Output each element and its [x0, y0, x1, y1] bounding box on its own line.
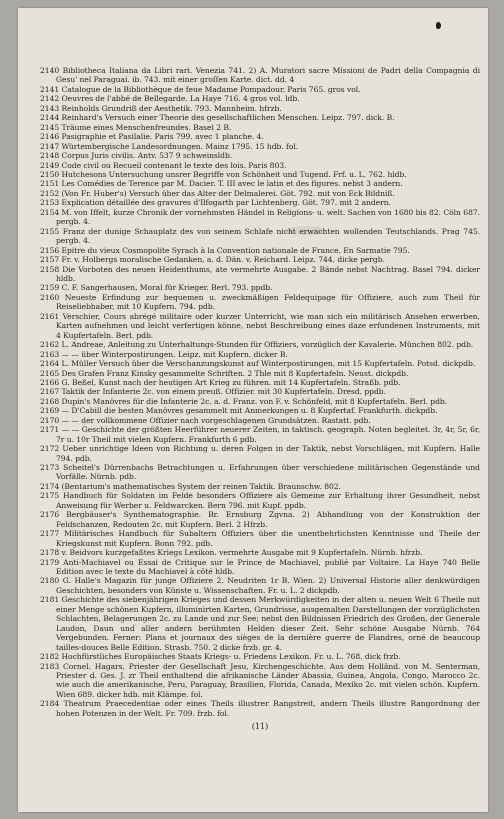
catalogue-entry: 2160 Neueste Erfindung zur bequemen u. zweckmäßigen Feldequipage für Offiziere, auch zum Theil für Reiseliebhaber, mit 10 Kupfern. 794. pdb.: [40, 292, 480, 312]
catalogue-entry: 2143 Reinholds Grundriß der Aesthetik. 793. Mannheim. hfrzb.: [40, 103, 282, 113]
ink-blot: [436, 22, 441, 29]
catalogue-entry: 2157 Fr. v. Holbergs moralische Gedanken, a. d. Dän. v. Reichard. Leipz. 744. dicke pergb.: [40, 255, 385, 265]
catalogue-entry: 2172 Ueber unrichtige Ideen von Richtung u. deren Folgen in der Taktik, nebst Vorschlägen, mit Kupfern. Halle 794. pdb.: [40, 444, 480, 463]
catalogue-entry: 2174 (Bentarium's mathematisches System der reinen Taktik. Braunschw. 802.: [40, 481, 341, 491]
catalogue-entry: 2144 Reinhard's Versuch einer Theorie des gesellschaftlichen Menschen. Leipz. 797. dick. B.: [40, 113, 395, 123]
document-page: [18, 8, 488, 812]
page-number: (11): [251, 722, 269, 732]
catalogue-entry: 2161 Verschier, Cours abrégé militaire oder kurzer Unterricht, wie man sich ein militärisch Ansehen erwerben, Karten aufnehmen und leicht verfertigen könne, nebst Beschreibung eines daze erfundenen Instruments, mit 4 Kupfertafeln. Berl. pdb.: [40, 311, 480, 340]
catalogue-entry: 2145 Träume eines Menschenfreundes. Basel 2 B.: [40, 122, 232, 132]
catalogue-entry: 2168 Dupin's Manövres für die Infanterie 2c. a. d. Franz. von F. v. Schönfeld, mit 8 Kupfertafeln. Berl. pdb.: [40, 396, 448, 406]
catalogue-entry: 2154 M. von Iffelt, kurze Chronik der vornehmsten Händel in Religions- u. welt. Sachen von 1680 bis 82. Cöln 687. pergb. 4.: [40, 207, 480, 227]
catalogue-entry: 2178 v. Beidvors kurzgefaßtes Kriegs Lexikon. vermehrte Ausgabe mit 9 Kupfertafeln. Nürnb. hfrzb.: [40, 548, 423, 558]
catalogue-entry: 2169 — D'Cabill die besten Manövres gesammelt mit Anmerkungen u. 8 Kupfertaf. Frankfurth. dickpdb.: [40, 406, 438, 416]
catalogue-entry: 2147 Würtembergische Landesordnungen. Mainz 1795. 15 hdb. fol.: [40, 141, 299, 151]
catalogue-entry: 2163 — — über Winterpostirungen. Leipz. mit Kupfern. dicker B.: [40, 349, 288, 359]
catalogue-entry: 2141 Catalogue de la Bibliothèque de feue Madame Pompadour. Paris 765. gros vol.: [40, 84, 361, 94]
catalogue-entry: 2156 Epitre du vieux Cosmopolite Syrach à la Convention nationale de France. En Sarmatie 795.: [40, 245, 410, 255]
catalogue-entry: 2162 L. Andreae, Anleitung zu Unterhaltungs-Stunden für Offiziers, vorzüglich der Kavalerie. München 802. pdb.: [40, 340, 474, 350]
catalogue-entry: 2180 G. Halle's Magazin für junge Offiziere 2. Neudriten 1r B. Wien. 2) Universal Historie aller denkwürdigen Geschichten, besonders von Künste u. Wissenschaften. Fr. u. L. 2 dickpdb.: [40, 576, 480, 595]
catalogue-entry: 2152 (Von Fr. Huber's) Versuch über das Alter der Delmalerei. Göt. 792. mit von Eck Bildniß.: [40, 188, 395, 198]
catalogue-entry: 2183 Cornel. Hagars, Priester der Gesellschaft Jesu, Kirchengeschichte. Aus dem Holländ. von M. Senterman, Priester d. Ges. J. zr Theil enthaltend die afrikanische Länder Abassia, Guinea, Angola, Congo, Marocco 2c. wie auch die amerikanische, Peru, Paraguay, Brasilien, Florida, Canada, Mexiko 2c. mit vielen schön. Kupfern. Wien 689. dicker hdb. mit Klämpe. fol.: [40, 661, 480, 699]
catalogue-entry: 2170 — — der vollkommene Offizier nach vorgeschlagenen Grundsätzen. Rastatt. pdb.: [40, 415, 371, 425]
catalogue-entry: 2181 Geschichte des siebenjährigen Krieges und dessen Merkwürdigkeiten in der alten u. neuen Welt 6 Theile mit einer Menge schönen Kupfern, illuminirten Karten, Grundrisse, ausgemalten Darstellungen der vorzüglichsten Schlachten, Belagerungen 2c. zu Lande und zur See; nebst den Bildnissen Friedrich des Großen, der Generale Laudon, Daun und aller andern berühmten Helden dieser Zeit. Sehr schöne Ausgabe Nürnb. 764 Vergebunden. Ferner: Plans et journaux des sièges de la dernière guerre de Flandres, orné de beaucoup tailles-douces Belle Edition. Strasb. 750. 2 dicke frzb. gr. 4.: [40, 595, 480, 652]
catalogue-entry: 2176 Bergbäuser's Synthematographie. Br. Ernsburg Zgvna. 2) Abhandlung von der Konstruktion der Feldschanzen, Redouten 2c. mit Kupfern. Berl. 2 Hfrzb.: [40, 510, 480, 529]
catalogue-entry: 2146 Pasigraphie et Pasilalie. Paris 799. avec 1 planche. 4.: [40, 132, 264, 142]
catalogue-entry: 2184 Theatrum Praecedentiae oder eines Theils illustrer Rangstreit, andern Theils illustre Rangordnung der hohen Potenzen in der Welt. Fr. 709. frzb. fol.: [40, 699, 480, 718]
catalogue-entry: 2164 L. Müller Versuch über die Verschanzungskunst auf Winterpostirungen, mit 15 Kupfertafeln. Potsd. dickpdb.: [40, 359, 476, 369]
catalogue-entry: 2179 Anti-Machiavel ou Essai de Critique sur le Prince de Machiavel, publié par Voltaire. La Haye 740 Belle Edition avec le texte du Machiavel à côté hldb.: [40, 557, 480, 577]
catalogue-entry: 2175 Handbuch für Soldaten im Felde besonders Offiziere als Gemeine zur Erhaltung ihrer Gesundheit, nebst Anweisung für Werber u. Feldwarcken. Bern 796. mit Kupf. ppdb.: [40, 491, 480, 510]
catalogue-entry: 2165 Des Grafen Franz Kinsky gesammelte Schriften. 2 Thle mit 8 Kupfertafeln. Neust. dickpdb.: [40, 368, 409, 378]
catalogue-entry: 2159 C. F. Sangerhausen, Moral für Krieger. Berl. 793. ppdb.: [40, 283, 273, 293]
catalogue-entry: 2150 Hutchesons Untersuchung unsrer Begriffe von Schönheit und Tugend. Frf. u. L. 762. hldb.: [40, 169, 407, 179]
catalogue-entry: 2158 Die Vorboten des neuen Heidenthums, ate vermehrte Ausgabe. 2 Bände nebst Nachtrag. Basel 794. dicker hldb.: [40, 264, 480, 283]
catalogue-entry: 2149 Code civil ou Recueil contenant le texte des lois. Paris 803.: [40, 160, 287, 170]
catalogue-entry: 2173 Scheitel's Dürrenbachs Betrachtungen u. Erfahrungen über verschiedene militärischen Gegenstände und Vorfälle. Nürnb. pdb.: [40, 463, 480, 482]
catalogue-listing: [40, 66, 480, 733]
catalogue-entry: 2167 Taktik der Infanterie 2c. von einem preuß. Offizier. mit 30 Kupfertafeln. Dresd. ppdb.: [40, 387, 386, 397]
catalogue-entry: 2153 Explication détaillée des gravures d'Ilfogarth par Lichtenberg. Göt. 797. mit 2 andern.: [40, 198, 391, 208]
catalogue-entry: 2155 Franz der dunige Schauplatz des von seinem Schlafe nicht erwachten wollenden Teutschlands. Prag 745. pergb. 4.: [40, 226, 480, 246]
catalogue-entry: 2140 Bibliotheca Italiana da Libri rari. Venezia 741. 2) A. Muratori sacre Missioni de Padri della Compagnia di Gesu' nel Paraguai. ib. 743. mit einer groſſen Karte. dict. dd. 4: [40, 66, 480, 85]
catalogue-entry: 2177 Militärisches Handbuch für Subaltern Offiziers über die unentbehrlichsten Kenntnisse und Theile der Kriegskunst mit Kupfern. Bonn 792. pdb.: [40, 529, 480, 548]
catalogue-entry: 2171 — — Geschichte der größten Heerführer neuerer Zeiten, in taktisch. geograph. Noten begleitet. 3r, 4r, 5r, 6r, 7r u. 10r Theil mit vielen Kupfern. Frankfurth 6 pdb.: [40, 425, 480, 444]
catalogue-entry: 2142 Oeuvres de l'abbé de Bellegarde. La Haye 716. 4 gros vol. ldb.: [40, 94, 300, 104]
catalogue-entry: 2151 Les Comédies de Terence par M. Dacier. T. III avec le latin et des figures. nebst 3 andern.: [40, 179, 403, 189]
catalogue-entry: 2166 G. Beßel, Kunst nach der heutigen Art Krieg zu führen. mit 14 Kupfertafeln. Straßb. pdb.: [40, 377, 401, 387]
catalogue-entry: 2148 Corpus Juris civilis. Antv. 537 9 schweinsldb.: [40, 151, 233, 161]
catalogue-entry: 2182 Hochfürstliches Europäisches Staats Kriegs- u. Friedens Lexikon. Fr. u. L. 768. dick frzb.: [40, 652, 401, 662]
